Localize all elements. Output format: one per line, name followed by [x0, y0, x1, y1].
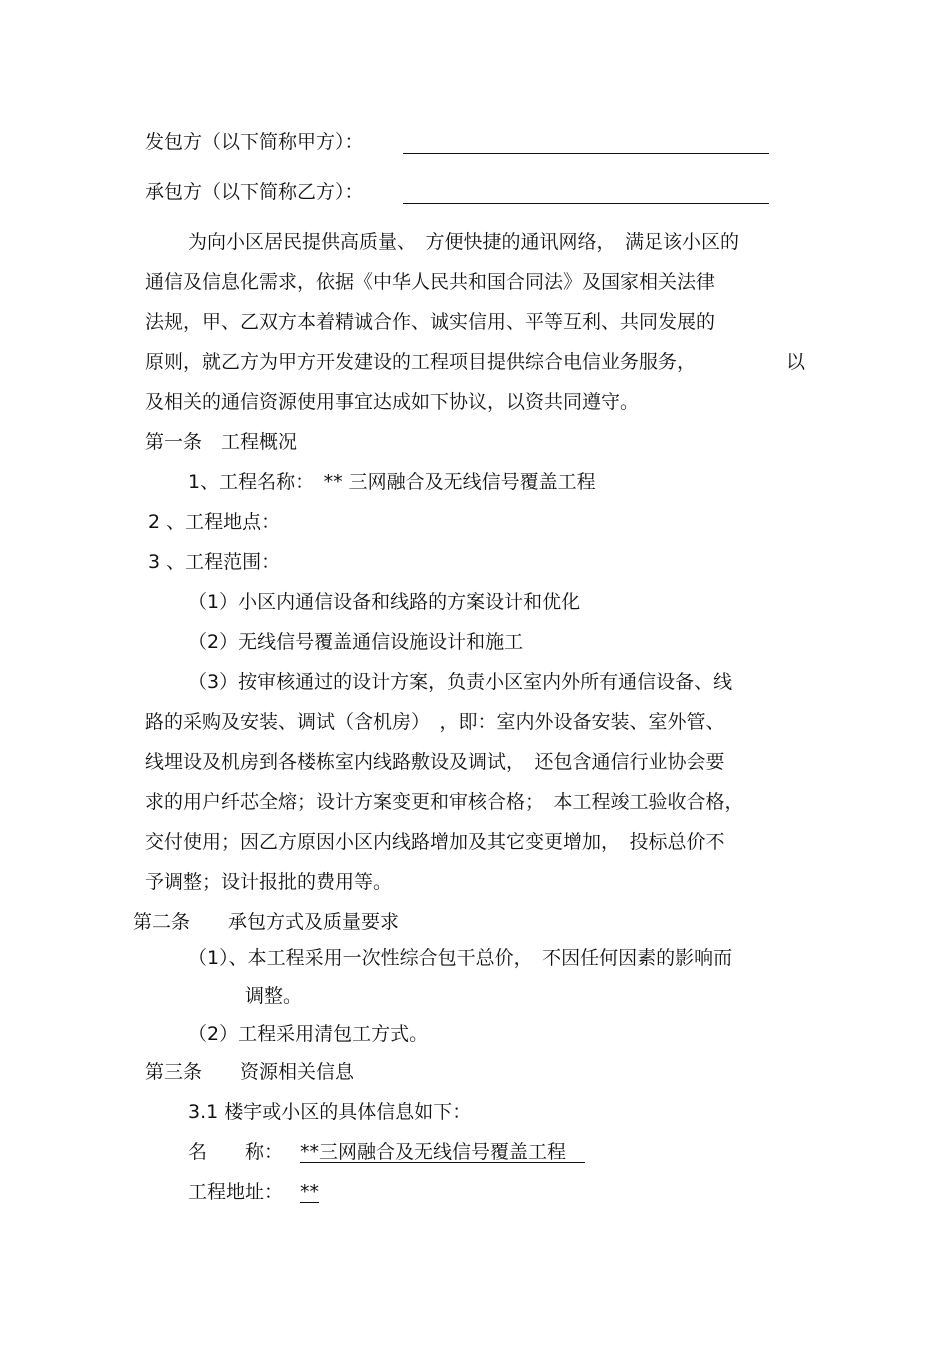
article-1-heading: 第一条 工程概况	[145, 431, 298, 453]
article-1-sub-3-line-6: 予调整；设计报批的费用等。	[145, 871, 393, 893]
article-1-sub-1: （1）小区内通信设备和线路的方案设计和优化	[188, 591, 581, 613]
article-2-item-1-line-2: 调整。	[245, 985, 303, 1007]
intro-line-5: 及相关的通信资源使用事宜达成如下协议，以资共同遵守。	[145, 391, 640, 413]
intro-line-2: 通信及信息化需求，依据《中华人民共和国合同法》及国家相关法律	[145, 271, 716, 293]
intro-line-4: 原则，就乙方为甲方开发建设的工程项目提供综合电信业务服务，	[145, 351, 697, 373]
project-address-value[interactable]: **	[300, 1181, 319, 1203]
article-1-sub-3-line-1: （3）按审核通过的设计方案，负责小区室内外所有通信设备、线	[188, 671, 733, 693]
party-b-label: 承包方（以下简称乙方）：	[145, 181, 364, 203]
party-b-blank-line[interactable]	[403, 203, 769, 204]
intro-line-3: 法规，甲、乙双方本着精诚合作、诚实信用、平等互利、共同发展的	[145, 311, 716, 333]
party-a-label: 发包方（以下简称甲方）：	[145, 131, 364, 153]
article-2-item-2: （2）工程采用清包工方式。	[188, 1023, 429, 1045]
article-1-sub-3-line-4: 求的用户纤芯全熔；设计方案变更和审核合格； 本工程竣工验收合格，	[145, 791, 744, 813]
article-1-item-1: 1、工程名称： ** 三网融合及无线信号覆盖工程	[188, 471, 596, 493]
article-1-item-2: 2 、工程地点：	[148, 511, 281, 533]
article-1-sub-2: （2）无线信号覆盖通信设施设计和施工	[188, 631, 524, 653]
article-2-item-1-line-1: （1）、本工程采用一次性综合包干总价， 不因任何因素的影响而	[188, 947, 733, 969]
article-3-item-1: 3.1 楼宇或小区的具体信息如下：	[188, 1101, 472, 1123]
intro-line-1: 为向小区居民提供高质量、 方便快捷的通讯网络， 满足该小区的	[188, 231, 740, 253]
article-1-sub-3-line-5: 交付使用；因乙方原因小区内线路增加及其它变更增加， 投标总价不	[145, 831, 725, 853]
project-name-label: 名 称：	[188, 1141, 284, 1163]
article-1-sub-3-line-3: 线埋设及机房到各楼栋室内线路敷设及调试， 还包含通信行业协会要	[145, 751, 725, 773]
article-2-heading: 第二条 承包方式及质量要求	[133, 911, 400, 933]
party-a-blank-line[interactable]	[403, 153, 769, 154]
article-3-heading: 第三条 资源相关信息	[145, 1061, 355, 1083]
article-1-sub-3-line-2: 路的采购及安装、调试（含机房） ，即：室内外设备安装、室外管、	[145, 711, 725, 733]
article-1-item-3: 3 、工程范围：	[148, 551, 281, 573]
intro-line-4-tail: 以	[786, 351, 806, 373]
project-address-label: 工程地址：	[188, 1181, 284, 1203]
project-name-value[interactable]: **三网融合及无线信号覆盖工程	[300, 1141, 586, 1163]
